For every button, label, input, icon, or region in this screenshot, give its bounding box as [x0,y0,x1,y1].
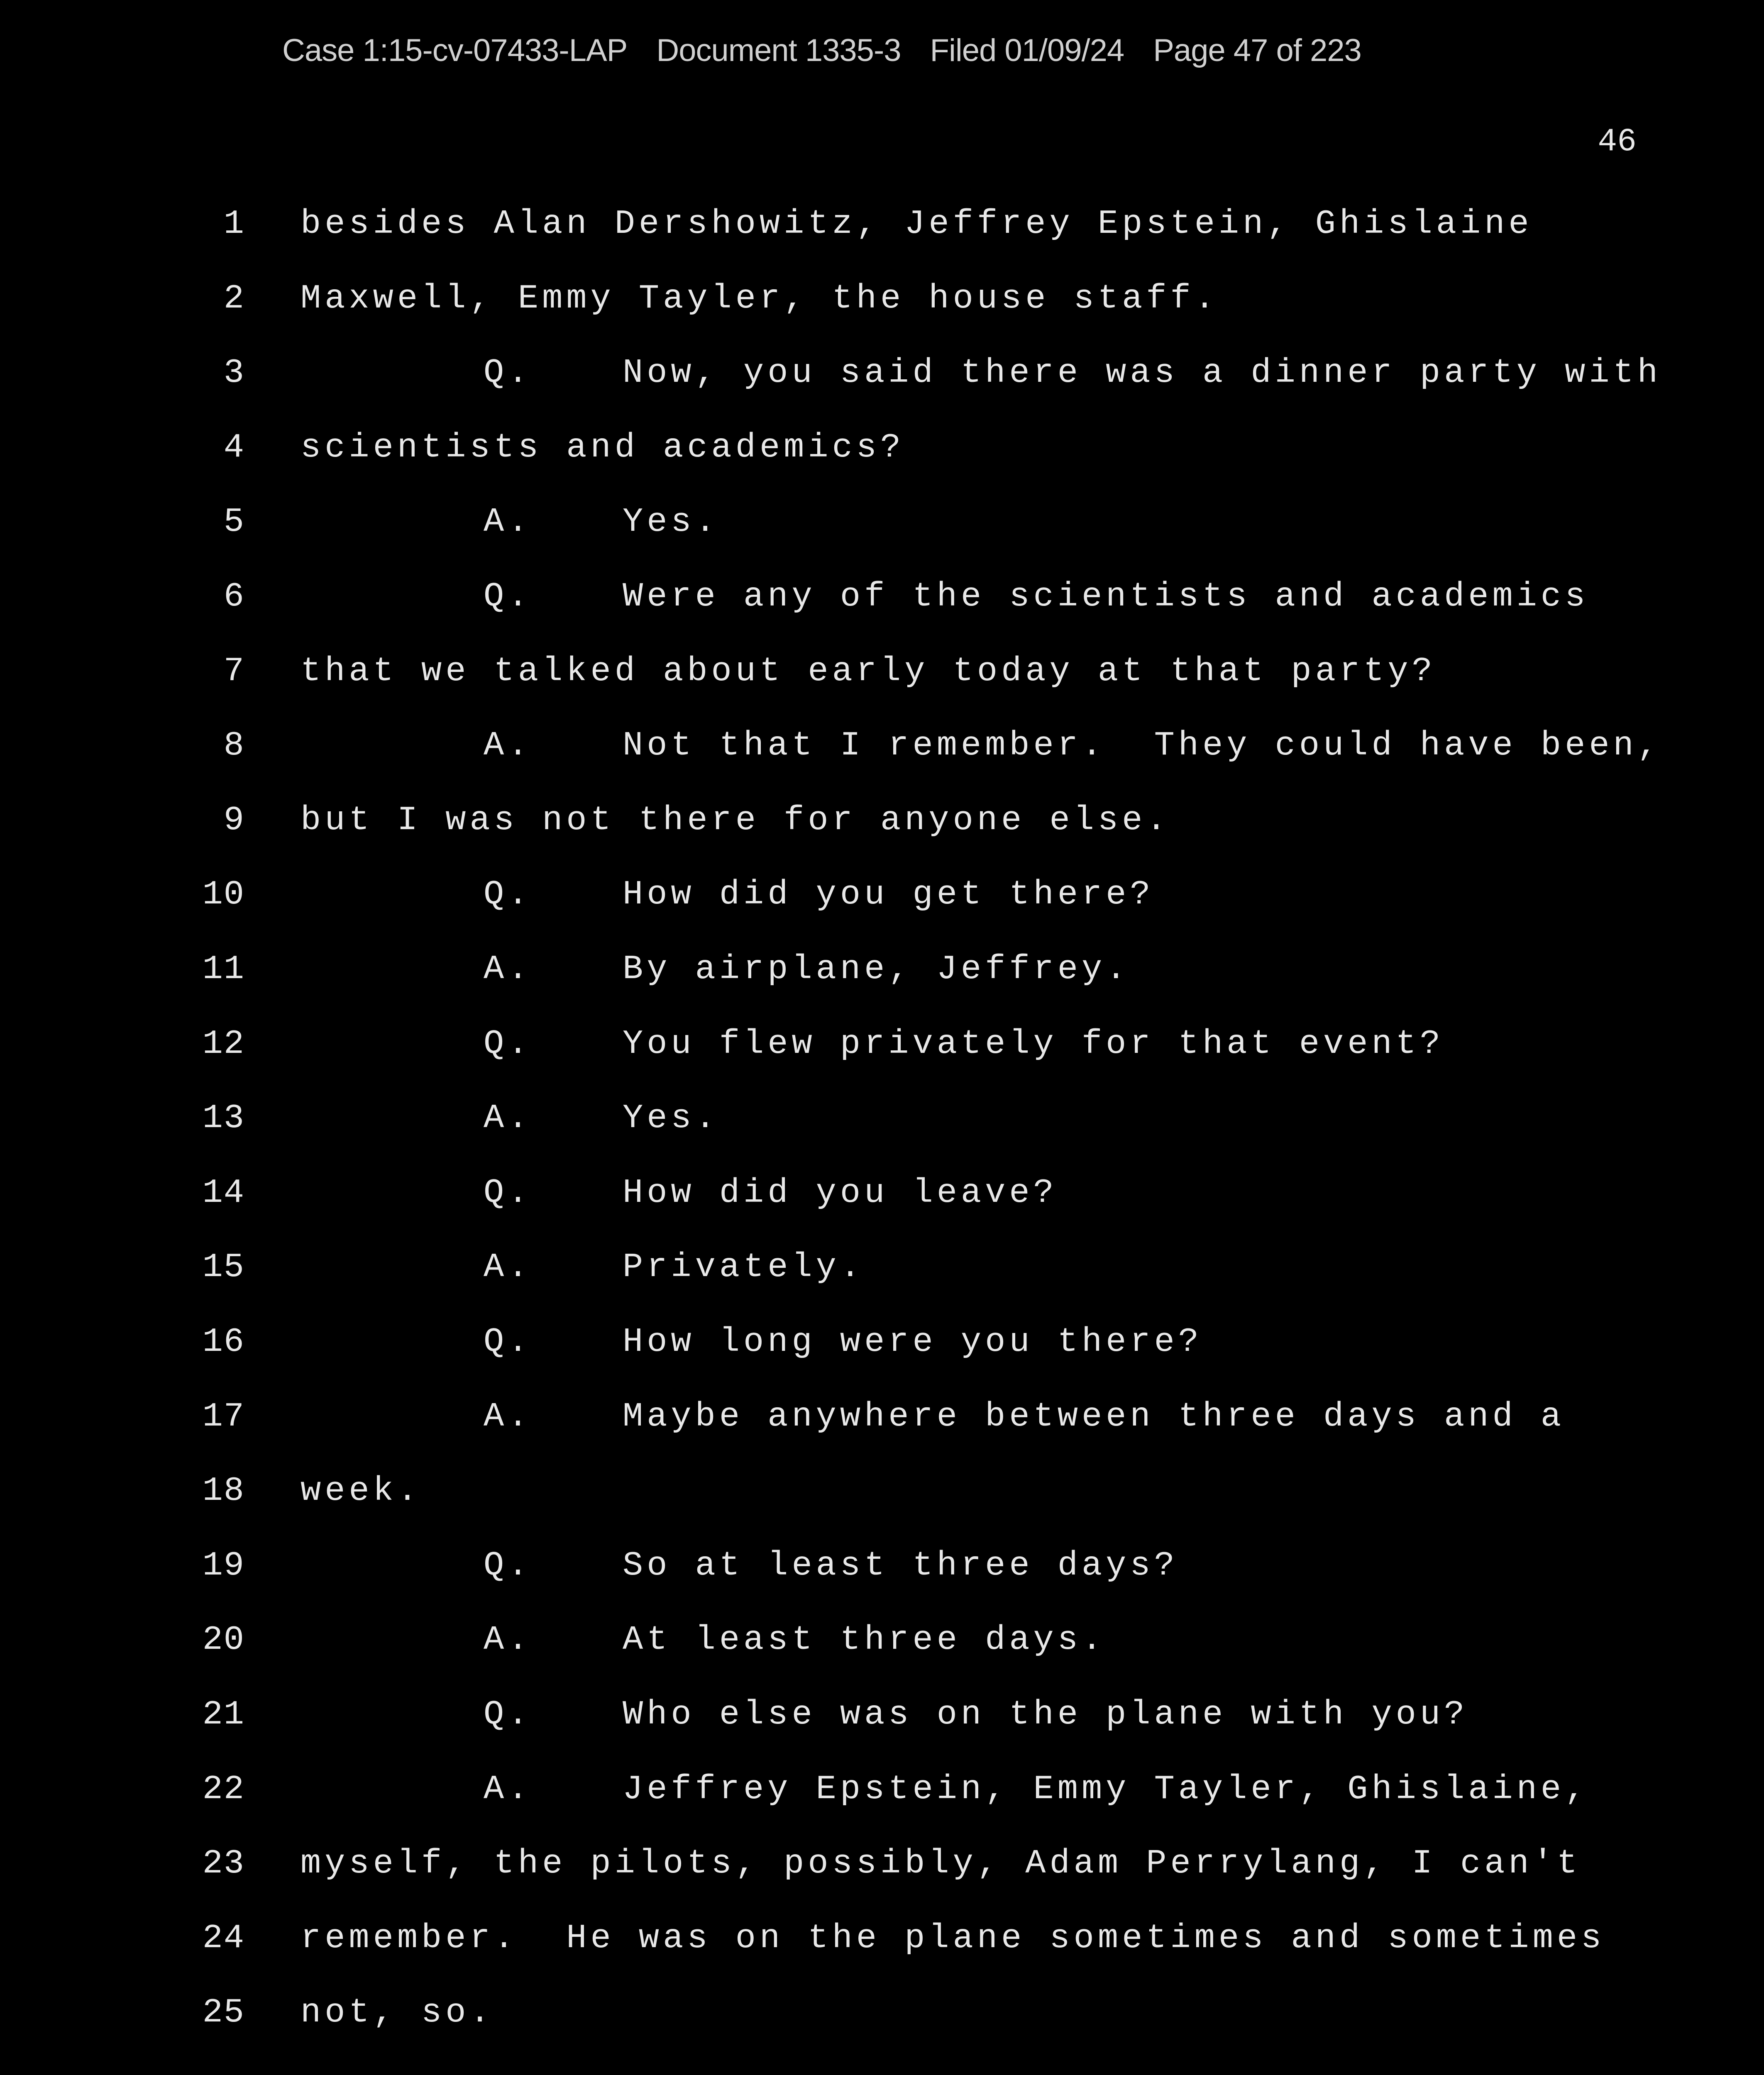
testimony-text: How did you get there? [623,875,1154,914]
transcript-line [0,796,1764,870]
testimony-text: scientists and academics? [301,428,905,467]
speaker-label: A. [484,503,532,542]
line-text [484,1765,1589,1814]
testimony-text: but I was not there for anyone else. [301,801,1170,840]
line-number: 14 [202,1173,245,1212]
transcript-line [0,572,1764,647]
line-number: 7 [223,652,245,691]
line-number: 21 [202,1695,245,1734]
transcript-line [0,721,1764,796]
line-text [484,1615,1106,1665]
line-text [301,274,1219,324]
testimony-text: Maxwell, Emmy Tayler, the house staff. [301,279,1219,318]
transcript-page-number: 46 [1598,124,1637,160]
speaker-label: A. [484,1770,532,1809]
line-number: 12 [202,1024,245,1063]
testimony-text: Maybe anywhere between three days and a [623,1397,1565,1436]
testimony-text: week. [301,1472,422,1511]
line-text [484,497,719,547]
transcript-line [0,199,1764,274]
line-number: 3 [223,354,245,393]
line-number: 9 [223,801,245,840]
testimony-text: Yes. [623,503,719,542]
line-text [484,348,1661,398]
line-number: 1 [223,205,245,243]
testimony-text: besides Alan Dershowitz, Jeffrey Epstein, Ghislaine [301,205,1533,243]
line-text [301,647,1436,696]
testimony-text: How long were you there? [623,1323,1202,1361]
testimony-text: Were any of the scientists and academics [623,577,1589,616]
line-number: 22 [202,1770,245,1809]
line-number: 25 [202,1993,245,2032]
transcript-line [0,1466,1764,1541]
line-number: 18 [202,1472,245,1511]
testimony-text: that we talked about early today at that party? [301,652,1436,691]
transcript-line [0,870,1764,945]
testimony-text: Jeffrey Epstein, Emmy Tayler, Ghislaine, [623,1770,1589,1809]
line-number: 8 [223,726,245,765]
line-text [301,1839,1581,1889]
speaker-label: Q. [484,1024,532,1063]
line-text [301,1988,494,2038]
filed-date: Filed 01/09/24 [930,33,1124,68]
case-number: Case 1:15-cv-07433-LAP [282,33,628,68]
transcript-line [0,274,1764,349]
transcript-line [0,1914,1764,1988]
transcript-line [0,1019,1764,1094]
transcript-line [0,1243,1764,1317]
transcript-line [0,1765,1764,1839]
line-number: 20 [202,1621,245,1660]
line-text [301,796,1170,845]
testimony-text: You flew privately for that event? [623,1024,1444,1063]
document-number: Document 1335-3 [656,33,901,68]
testimony-text: Privately. [623,1248,865,1287]
speaker-label: Q. [484,875,532,914]
line-number: 23 [202,1844,245,1883]
line-number: 13 [202,1099,245,1138]
line-text [484,572,1589,622]
speaker-label: A. [484,950,532,989]
court-filing-header [282,32,1361,68]
speaker-label: A. [484,726,532,765]
line-text [301,199,1533,249]
testimony-text: At least three days. [623,1621,1106,1660]
line-number: 5 [223,503,245,542]
speaker-label: Q. [484,577,532,616]
line-text [484,1690,1468,1740]
transcript-line [0,423,1764,498]
transcript-line [0,1541,1764,1616]
testimony-text: Now, you said there was a dinner party with [623,354,1661,393]
line-text [484,721,1661,771]
line-number: 6 [223,577,245,616]
testimony-text: Yes. [623,1099,719,1138]
transcript-line [0,1392,1764,1467]
line-number: 15 [202,1248,245,1287]
line-text [484,1392,1565,1442]
transcript-line [0,1839,1764,1914]
testimony-text: remember. He was on the plane sometimes and sometimes [301,1919,1605,1958]
testimony-text: So at least three days? [623,1546,1178,1585]
line-text [484,870,1154,920]
line-number: 2 [223,279,245,318]
line-number: 11 [202,950,245,989]
line-text [484,1317,1202,1367]
transcript-line [0,1317,1764,1392]
transcript-line [0,1615,1764,1690]
speaker-label: A. [484,1621,532,1660]
speaker-label: Q. [484,354,532,393]
speaker-label: A. [484,1397,532,1436]
testimony-text: not, so. [301,1993,494,2032]
line-number: 16 [202,1323,245,1361]
line-text [301,1914,1605,1963]
line-number: 24 [202,1919,245,1958]
line-text [301,423,904,473]
line-text [484,1019,1444,1069]
speaker-label: A. [484,1248,532,1287]
line-text [484,1094,719,1143]
transcript-line [0,945,1764,1019]
speaker-label: Q. [484,1323,532,1361]
speaker-label: A. [484,1099,532,1138]
speaker-label: Q. [484,1695,532,1734]
testimony-text: Who else was on the plane with you? [623,1695,1468,1734]
transcript-line [0,348,1764,423]
line-text [484,945,1130,994]
line-text [484,1541,1178,1591]
line-number: 17 [202,1397,245,1436]
line-number: 10 [202,875,245,914]
speaker-label: Q. [484,1546,532,1585]
line-text [484,1168,1058,1218]
transcript-line [0,1988,1764,2063]
testimony-text: How did you leave? [623,1173,1058,1212]
testimony-text: myself, the pilots, possibly, Adam Perrylang, I can't [301,1844,1581,1883]
line-number: 19 [202,1546,245,1585]
line-text [301,1466,421,1516]
transcript-line [0,647,1764,721]
transcript-line [0,1168,1764,1243]
transcript-line [0,1690,1764,1765]
transcript-line [0,1094,1764,1168]
transcript-line [0,497,1764,572]
testimony-text: By airplane, Jeffrey. [623,950,1130,989]
testimony-text: Not that I remember. They could have been, [623,726,1661,765]
line-text [484,1243,864,1292]
line-number: 4 [223,428,245,467]
speaker-label: Q. [484,1173,532,1212]
page-indicator: Page 47 of 223 [1153,33,1361,68]
